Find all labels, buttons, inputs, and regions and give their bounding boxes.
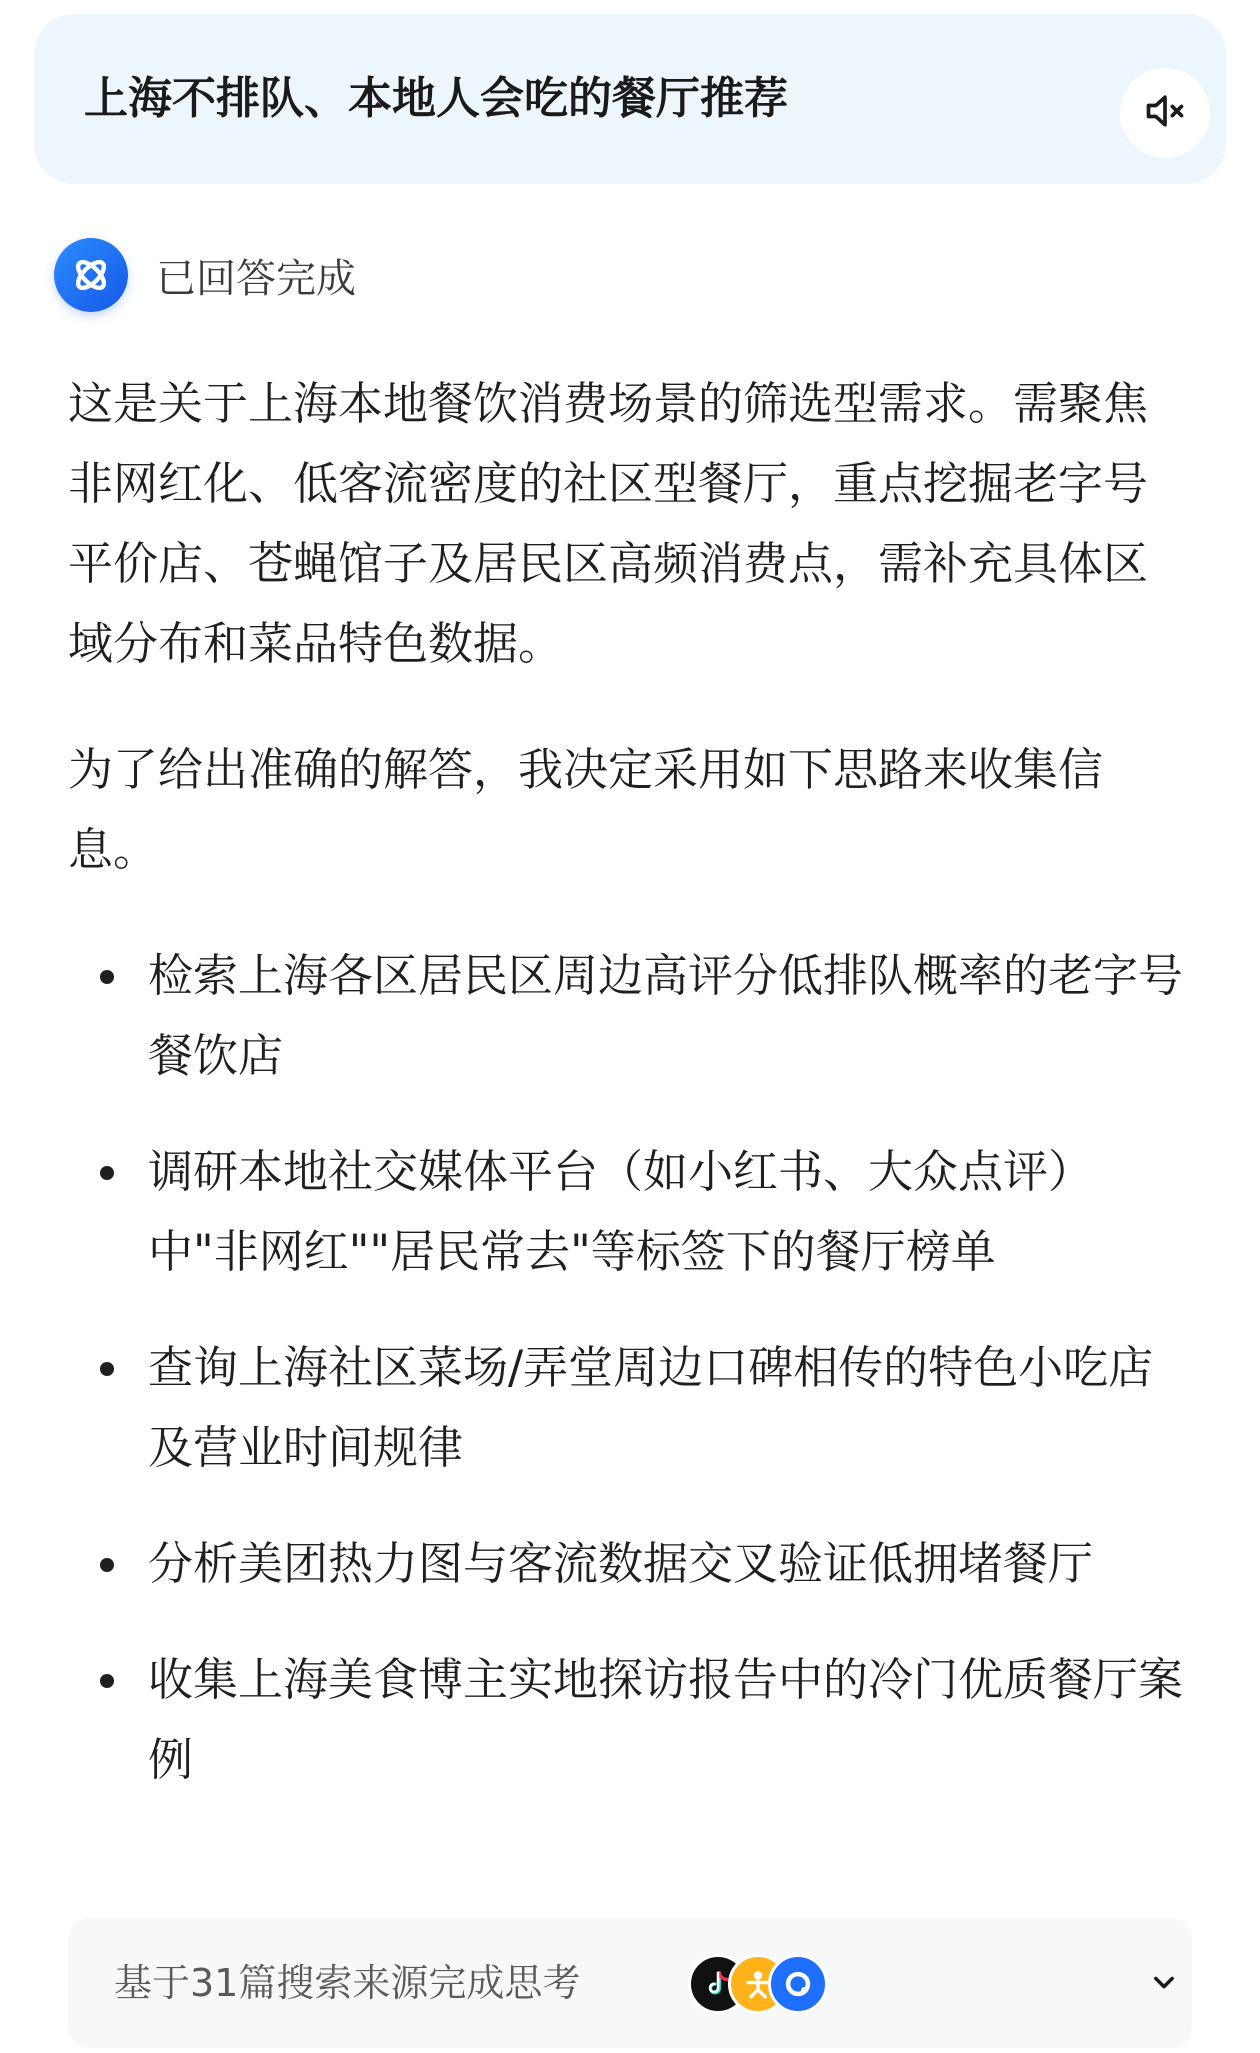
bullet-dot (100, 1362, 114, 1376)
speaker-muted-icon (1143, 89, 1187, 137)
plan-list (68, 936, 1198, 1836)
list-item (68, 936, 1198, 1096)
expand-sources-button[interactable] (1144, 1964, 1184, 2004)
chevron-down-icon (1150, 1968, 1178, 2000)
sources-label: 基于31篇搜索来源完成思考 (114, 1961, 581, 2005)
bullet-dot (100, 1558, 114, 1572)
list-item-text: 分析美团热力图与客流数据交叉验证低拥堵餐厅 (148, 1537, 1094, 1590)
list-item (68, 1132, 1198, 1292)
list-item-text: 查询上海社区菜场/弄堂周边口碑相传的特色小吃店及营业时间规律 (148, 1341, 1154, 1474)
list-item (68, 1328, 1198, 1488)
answer-paragraph-2: 为了给出准确的解答，我决定采用如下思路来收集信息。 (68, 743, 1104, 876)
list-item-text: 调研本地社交媒体平台（如小红书、大众点评）中"非网红""居民常去"等标签下的餐厅榜单 (148, 1145, 1094, 1278)
bullet-dot (100, 970, 114, 984)
source-icons (688, 1954, 848, 2014)
bullet-dot (100, 1674, 114, 1688)
assistant-logo-icon (54, 238, 128, 312)
list-item-text: 收集上海美食博主实地探访报告中的冷门优质餐厅案例 (148, 1653, 1184, 1786)
query-title: 上海不排队、本地人会吃的餐厅推荐 (84, 73, 788, 124)
browser-icon (768, 1954, 828, 2014)
list-item (68, 1524, 1198, 1604)
mute-button[interactable] (1120, 68, 1210, 158)
list-item-text: 检索上海各区居民区周边高评分低排队概率的老字号餐饮店 (148, 949, 1184, 1082)
answer-status (54, 238, 356, 312)
query-card (34, 14, 1226, 184)
list-item (68, 1640, 1198, 1800)
sources-summary[interactable] (68, 1918, 1192, 2048)
bullet-dot (100, 1166, 114, 1180)
status-label: 已回答完成 (156, 255, 356, 302)
answer-paragraph-1: 这是关于上海本地餐饮消费场景的筛选型需求。需聚焦非网红化、低客流密度的社区型餐厅，重点挖掘老字号平价店、苍蝇馆子及居民区高频消费点，需补充具体区域分布和菜品特色数据。 (68, 377, 1149, 670)
